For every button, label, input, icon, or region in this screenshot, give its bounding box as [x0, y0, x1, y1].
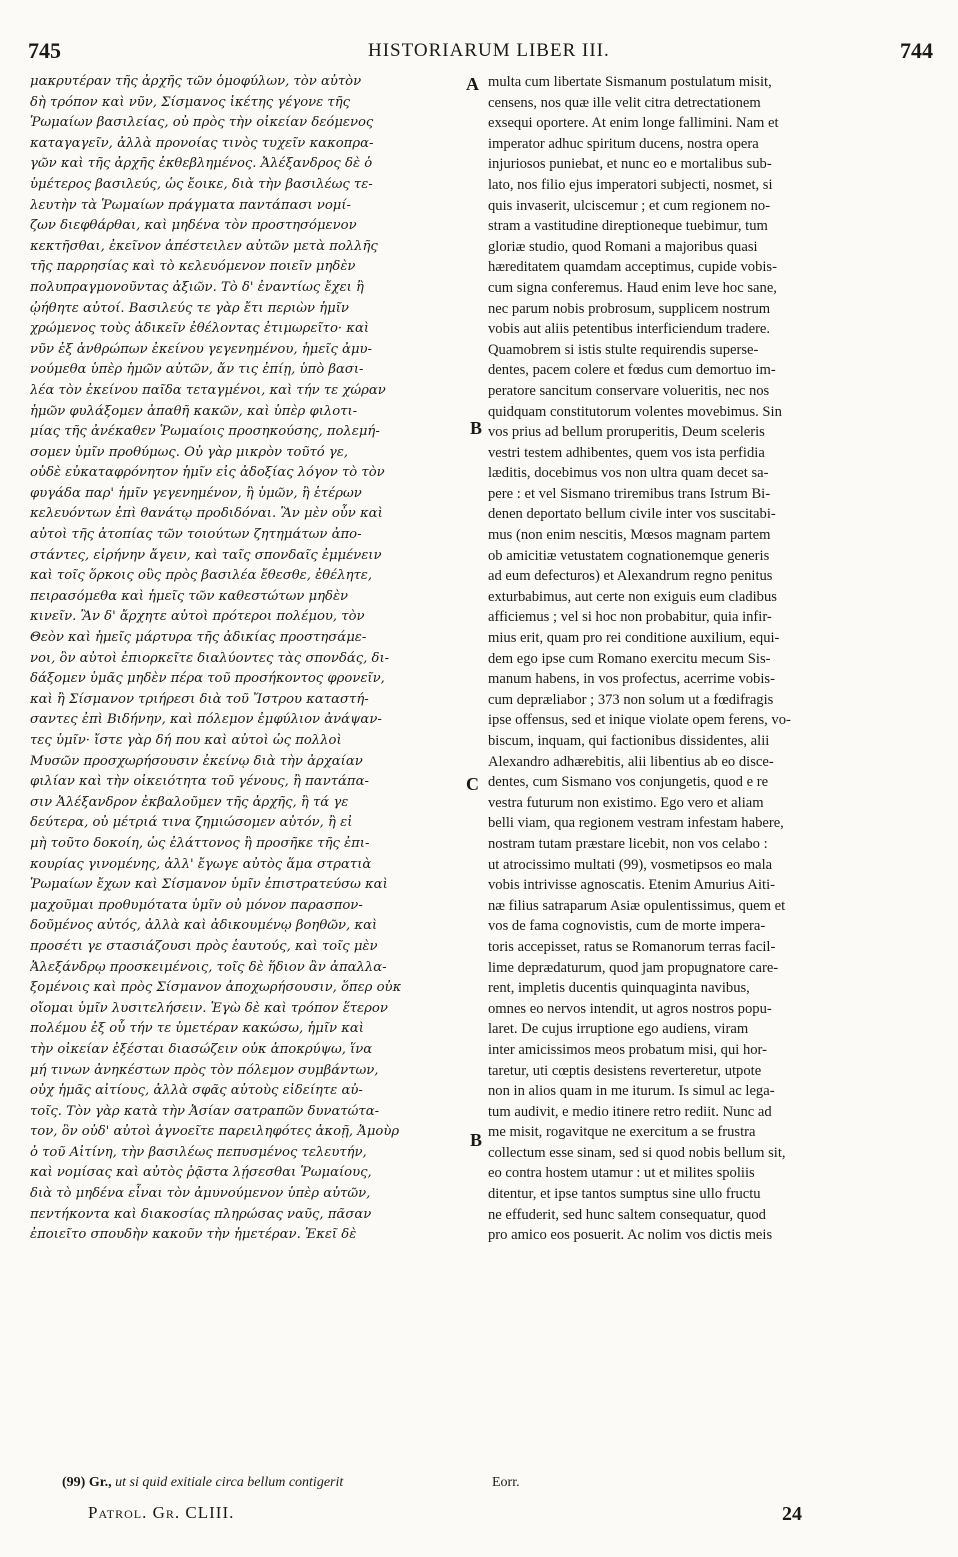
- greek-text-line: ὁ τοῦ Αἰτίνη, τὴν βασιλέως πεπυσμένος τελευτήν,: [30, 1144, 367, 1160]
- greek-text-line: φιλίαν καὶ τὴν οἰκειότητα τοῦ γένους, ἢ παντάπα-: [30, 774, 369, 790]
- page-number-right: 744: [900, 38, 933, 63]
- running-header: [28, 38, 933, 68]
- latin-text-line: lato, nos filio ejus imperatori subjecti, nosmet, si: [488, 176, 773, 193]
- greek-text-line: Ῥωμαίων βασιλείας, οὐ πρὸς τὴν οἰκείαν δεόμενος: [30, 115, 374, 131]
- latin-text-line: multa cum libertate Sismanum postulatum misit,: [488, 74, 772, 90]
- latin-text-line: peratore sancitum conservare volueritis, nec nos: [488, 382, 770, 399]
- greek-text-line: μή τινων ἀνηκέστων πρὸς τὸν πόλεμον συμβάντων,: [30, 1062, 379, 1078]
- greek-text-line: δάξομεν ὑμᾶς μηδὲν πέρα τοῦ προσήκοντος φρονεῖν,: [30, 671, 385, 687]
- latin-text-line: tum audivit, e medio itinere retro rediit. Nunc ad: [488, 1103, 772, 1120]
- greek-text-line: σαντες ἐπὶ Βιδήνην, καὶ πόλεμον ἐμφύλιον ἀνάψαν-: [30, 712, 382, 728]
- greek-text-line: δὴ τρόπον καὶ νῦν, Σίσμανος ἱκέτης γέγονε τῆς: [30, 94, 351, 110]
- footnote-correction: Eorr.: [492, 1475, 520, 1490]
- greek-text-line: κελευόντων ἐπὶ θανάτῳ προδιδόναι. Ἂν μὲν οὖν καὶ: [30, 506, 383, 522]
- latin-text-line: ob amicitiæ vetustatem cognationemque generis: [488, 547, 770, 564]
- latin-text-line: dentes, pacem colere et fœdus cum demortuo im-: [488, 362, 776, 379]
- latin-text-line: ut atrocissimo multati (99), vosmetipsos eo mala: [488, 856, 773, 873]
- greek-text-line: καταγαγεῖν, ἀλλὰ προνοίας τινὸς τυχεῖν κακοπρα-: [30, 135, 374, 151]
- greek-text-line: ξομένοις καὶ πρὸς Σίσμανον ἀποχωρήσουσιν, ὅπερ οὐκ: [30, 980, 402, 996]
- latin-text-line: omnes eo nervos intendit, ut agros nostros popu-: [488, 1000, 772, 1017]
- latin-text-line: vestri testem adhibentes, quem vos ista perfidia: [488, 444, 765, 461]
- greek-text-line: τὴν οἰκείαν ἐξέσται διασώζειν οὐκ ἀποκρύψω, ἵνα: [30, 1041, 373, 1057]
- latin-text-line: belli viam, qua regionem vestram infestam habere,: [488, 815, 784, 832]
- latin-text-line: biscum, inquam, qui factionibus dissidentes, alii: [488, 733, 770, 749]
- latin-text-line: nec parum nobis probrosum, supplicem nostrum: [488, 300, 771, 317]
- latin-text-line: vos de fama cognovistis, cum de morte impera-: [488, 918, 766, 935]
- greek-text-line: νοι, ὃν αὐτοὶ ἐπιορκεῖτε διαλύοντες τὰς σπονδάς, δι-: [30, 650, 390, 666]
- latin-text-line: denen deportato bellum civile inter vos suscitabi-: [488, 506, 776, 523]
- greek-text-line: χρώμενος τοὺς ἀδικεῖν ἐθέλοντας ἐτιμωρεῖτο· καὶ: [30, 321, 370, 337]
- latin-text-line: cum signa conferemus. Haud enim leve hoc sane,: [488, 279, 777, 296]
- greek-text-line: ἐποιεῖτο σπουδὴν κακοῦν τὴν ἡμετέραν. Ἐκεῖ δὲ: [30, 1227, 357, 1243]
- greek-text-line: σομεν ὑμῖν προθύμως. Οὐ γὰρ μικρὸν τοῦτό γε,: [30, 444, 349, 460]
- greek-text-line: καὶ ἢ Σίσμανον τριήρεσι διὰ τοῦ Ἴστρου καταστή-: [30, 691, 369, 707]
- greek-text-line: πολέμου ἐξ οὗ τήν τε ὑμετέραν κακώσω, ἡμῖν καὶ: [30, 1021, 364, 1037]
- greek-text-line: Ἀλεξάνδρῳ προσκειμένοις, τοῖς δὲ ἥδιον ἂν ἀπαλλα-: [30, 959, 387, 975]
- greek-text-line: δεύτερα, οὐ μέτριά τινα ζημιώσομεν αὐτόν, ἢ εἰ: [30, 815, 353, 831]
- latin-text-line: quis invaserit, ulciscemur ; et cum regionem no-: [488, 197, 771, 214]
- footnote-abbrev: Gr.,: [88, 1475, 112, 1490]
- greek-text-line: γῶν καὶ τῆς ἀρχῆς ἐκθεβλημένος. Ἀλέξανδρος δὲ ὁ: [30, 156, 373, 172]
- latin-text-line: manum habens, in vos profectus, acerrime vobis-: [488, 671, 775, 688]
- greek-text-line: δοῦμένος αὐτός, ἀλλὰ καὶ ἀδικουμένῳ βοηθῶν, καὶ: [30, 918, 378, 934]
- latin-text-line: gloriæ studio, quod Romani a majoribus quasi: [488, 238, 758, 255]
- latin-text-line: vestra futurum non existimo. Ego vero et aliam: [488, 794, 764, 811]
- greek-text-line: λευτὴν τὰ Ῥωμαίων πράγματα παντάπασι νομί-: [30, 197, 351, 213]
- latin-text-line: ditentur, et ipse tantos sumptus sine ullo fructu: [488, 1186, 761, 1203]
- latin-text-line: næ filius satraparum Asiæ opulentissimus, quem et: [488, 897, 786, 914]
- latin-text-line: rent, impletis ducentis quinquaginta navibus,: [488, 980, 750, 997]
- greek-text-line: πειρασόμεθα καὶ ἡμεῖς τῶν καθεστώτων μηδὲν: [30, 588, 349, 604]
- greek-text-line: προσέτι γε στασιάζουσι πρὸς ἑαυτούς, καὶ τοῖς μὲν: [30, 938, 378, 954]
- page-footer: [28, 1475, 933, 1535]
- greek-text-line: κουρίας γινομένης, ἀλλ' ἔγωγε αὐτὸς ἅμα στρατιὰ: [30, 856, 372, 872]
- latin-text-line: pere : et vel Sismano triremibus trans Istrum Bi-: [488, 485, 771, 502]
- latin-text-line: non in alios quam in me iturum. Is simul ac lega-: [488, 1083, 775, 1100]
- patrologia-signature-line: Patrol. Gr. CLIII.: [88, 1503, 235, 1522]
- greek-text-line: Μυσῶν προσχωρήσουσιν ἐκείνῳ διὰ τὴν ἀρχαίαν: [30, 753, 363, 769]
- latin-text-column: [488, 72, 906, 1246]
- footnote-number: (99): [62, 1475, 86, 1490]
- latin-text-line: mus (non enim nescitis, Mœsos magnam partem: [488, 527, 771, 544]
- latin-text-line: Alexandro adhærebitis, alii libentius ab eo disce-: [488, 753, 774, 770]
- greek-text-line: ζων διεφθάρθαι, καὶ μηδένα τὸν προστησόμενον: [30, 218, 357, 234]
- latin-text-line: lime deprædaturum, quod jam propugnatore care-: [488, 959, 779, 976]
- latin-text-line: injuriosos puniebat, et nunc eo e mortalibus sub-: [488, 156, 772, 173]
- greek-text-line: νῦν ἐξ ἀνθρώπων ἐκείνου γεγενημένου, ἡμεῖς ἀμυ-: [30, 341, 372, 357]
- latin-text-line: exturbabimus, aut certe non exiguis eum cladibus: [488, 588, 777, 605]
- latin-text-line: Quamobrem si istis stulte requirendis superse-: [488, 341, 759, 358]
- greek-text-column: [30, 72, 468, 1246]
- greek-text-line: κινεῖν. Ἂν δ' ἄρχητε αὐτοὶ πρότεροι πολέμου, τὸν: [30, 609, 365, 625]
- greek-text-line: πολυπραγμονοῦντας ἀξιῶν. Τὸ δ' ἐναντίως ἔχει ἢ: [30, 279, 364, 295]
- greek-text-line: οὐδὲ εὐκαταφρόνητον ἡμῖν εἰς ἀδοξίας λόγον τὸ τὸν: [30, 465, 385, 481]
- latin-text-line: me misit, rogavitque ne exercitum a se frustra: [488, 1124, 756, 1141]
- section-marker-b-lower: B: [470, 1130, 483, 1150]
- latin-text-line: ipse offensus, sed et inique violate opem ferens, vo-: [488, 712, 791, 729]
- latin-text-line: mius erit, quam pro rei conditione auxilium, equi-: [488, 630, 780, 647]
- greek-text-line: σιν Ἀλέξανδρον ἐκβαλοῦμεν τῆς ἀρχῆς, ἢ τά γε: [30, 794, 349, 810]
- latin-text-line: imperator adhuc spiritum ducens, nostra opera: [488, 135, 759, 152]
- latin-text-line: cum depræliabor ; 373 non solum ut a fœdifragis: [488, 691, 774, 708]
- latin-text-line: vos prius ad bellum proruperitis, Deum sceleris: [488, 424, 765, 441]
- greek-text-line: φυγάδα παρ' ἡμῖν γεγενημένον, ἢ ὑμῶν, ἢ ἑτέρων: [30, 485, 362, 501]
- latin-text-line: toris accepisset, ratus se Romanorum terras facil-: [488, 938, 776, 955]
- latin-text-line: eo contra hostem utamur : ut et milites spoliis: [488, 1165, 755, 1182]
- greek-text-line: ᾠήθητε αὐτοί. Βασιλεύς τε γὰρ ἔτι περιὼν ἡμῖν: [30, 300, 349, 316]
- running-title: HISTORIARUM LIBER III.: [368, 40, 610, 61]
- footnote: [62, 1475, 343, 1491]
- latin-text-line: hæreditatem quamdam acceptimus, cupide vobis-: [488, 259, 777, 276]
- greek-text-line: νούμεθα ὑπὲρ ἡμῶν αὐτῶν, ἄν τις ἐπίῃ, ὑπὸ βασι-: [30, 362, 364, 378]
- latin-text-line: exsequi oportere. At enim longe fallimini. Nam et: [488, 115, 779, 132]
- latin-text-line: ne effuderit, sed hunc saltem consequatur, quod: [488, 1206, 766, 1223]
- greek-text-line: τοῖς. Τὸν γὰρ κατὰ τὴν Ἀσίαν σατραπῶν δυνατώτα-: [30, 1103, 380, 1119]
- latin-text-line: dentes, cum Sismano vos conjungetis, quod e re: [488, 774, 769, 791]
- latin-text-line: afficiemus ; vel si hoc non probabitur, quia infir-: [488, 609, 772, 626]
- greek-text-line: κεκτῆσθαι, ἐκεῖνον ἀπέστειλεν αὐτῶν μετὰ πολλῆς: [30, 238, 378, 254]
- greek-text-line: καὶ νομίσας καὶ αὐτὸς ῥᾷστα λῄσεσθαι Ῥωμαίους,: [30, 1165, 372, 1181]
- greek-text-line: λέα τὸν ἐκείνου παῖδα τεταγμένοι, καὶ τήν τε χώραν: [30, 382, 386, 398]
- page-number-left: 745: [28, 38, 61, 63]
- latin-text-line: pro amico eos posuerit. Ac nolim vos dictis meis: [488, 1227, 773, 1244]
- greek-text-line: τῆς παρρησίας καὶ τὸ κελευόμενον ποιεῖν μηδὲν: [30, 259, 356, 275]
- latin-text-line: læditis, docebimus vos non ultra quam decet sa-: [488, 465, 769, 482]
- latin-text-line: collectum esse sinam, sed si quod nobis bellum sit,: [488, 1144, 786, 1161]
- latin-text-line: inter amicissimos meos probatum misi, qui hor-: [488, 1041, 767, 1058]
- latin-text-line: dem ego ipse cum Romano exercitu mecum Sis-: [488, 650, 771, 667]
- greek-text-line: τες ὑμῖν· ἴστε γὰρ δή που καὶ αὐτοὶ ὡς πολλοὶ: [30, 733, 342, 748]
- latin-text-line: nostram tutam præstare licebit, non vos celabo :: [488, 835, 768, 852]
- latin-text-line: vobis aut aliis petentibus interficiendum tradere.: [488, 321, 771, 338]
- latin-text-line: quidquam constitutorum volentes movebimus. Sin: [488, 403, 782, 420]
- latin-text-line: laret. De cujus irruptione ego audiens, viram: [488, 1021, 749, 1038]
- greek-text-line: μὴ τοῦτο δοκοίη, ὡς ἐλάττονος ἢ προσῆκε τῆς ἐπι-: [30, 835, 370, 851]
- greek-text-line: Ῥωμαίων ἔχων καὶ Σίσμανον ὑμῖν ἐπιστρατεύσω καὶ: [30, 877, 388, 893]
- latin-text-line: stram a vastitudine direptioneque tuebimur, tum: [488, 218, 768, 235]
- greek-text-line: ὑμέτερος βασιλεύς, ὡς ἔοικε, διὰ τὴν βασιλέως τε-: [30, 176, 373, 192]
- footnote-text: ut si quid exitiale circa bellum contigerit: [115, 1475, 344, 1490]
- section-marker-a: A: [466, 74, 479, 94]
- greek-text-line: Θεὸν καὶ ἡμεῖς μάρτυρα τῆς ἀδικίας προστησάμε-: [30, 630, 367, 646]
- greek-text-line: οἴομαι ὑμῖν λυσιτελήσειν. Ἐγὼ δὲ καὶ τρόπον ἕτερον: [30, 1000, 388, 1016]
- latin-text-line: ad eum defecturos) et Alexandrum regno penitus: [488, 568, 773, 585]
- greek-text-line: στάντες, εἰρήνην ἄγειν, καὶ ταῖς σπονδαῖς ἐμμένειν: [30, 547, 382, 563]
- greek-text-line: πεντήκοντα καὶ διακοσίας πληρώσας ναῦς, πᾶσαν: [30, 1206, 372, 1222]
- latin-text-line: censens, nos quæ ille velit citra detrectationem: [488, 94, 761, 111]
- greek-text-line: μίας τῆς ἀνέκαθεν Ῥωμαίοις προσηκούσης, πολεμή-: [30, 424, 380, 440]
- section-marker-c: C: [466, 774, 479, 794]
- latin-text-line: taretur, uti cœptis desistens reverteretur, utpote: [488, 1062, 762, 1079]
- greek-text-line: ἡμῶν φυλάξομεν ἀπαθῆ κακῶν, καὶ ὑπὲρ φιλοτι-: [30, 403, 358, 419]
- printer-signature-mark: 24: [782, 1503, 802, 1525]
- greek-text-line: οὐχ ἡμᾶς αἰτίους, ἀλλὰ σφᾶς αὐτοὺς εἰδείητε αὐ-: [30, 1083, 363, 1099]
- greek-text-line: διὰ τὸ μηδένα εἶναι τὸν ἀμυνούμενον ὑπὲρ αὐτῶν,: [30, 1186, 371, 1202]
- greek-text-line: καὶ τοῖς ὅρκοις οὓς πρὸς βασιλέα ἔθεσθε, ἐθέλητε,: [30, 568, 373, 584]
- greek-text-line: μακρυτέραν τῆς ἀρχῆς τῶν ὁμοφύλων, τὸν αὐτὸν: [30, 74, 362, 89]
- greek-text-line: αὐτοὶ τῆς ἀτοπίας τῶν τοιούτων ζητημάτων ἀπο-: [30, 527, 362, 543]
- latin-text-line: vobis intrivisse agnoscatis. Etenim Amurius Aiti-: [488, 877, 775, 894]
- section-marker-b: B: [470, 418, 483, 438]
- greek-text-line: τον, ὃν οὐδ' αὐτοὶ ἀγνοεῖτε παρειληφότες ἀκοῇ, Ἀμοὺρ: [30, 1124, 400, 1140]
- greek-text-line: μαχοῦμαι προθυμότατα ὑμῖν οὐ μόνον παρασπον-: [30, 897, 363, 913]
